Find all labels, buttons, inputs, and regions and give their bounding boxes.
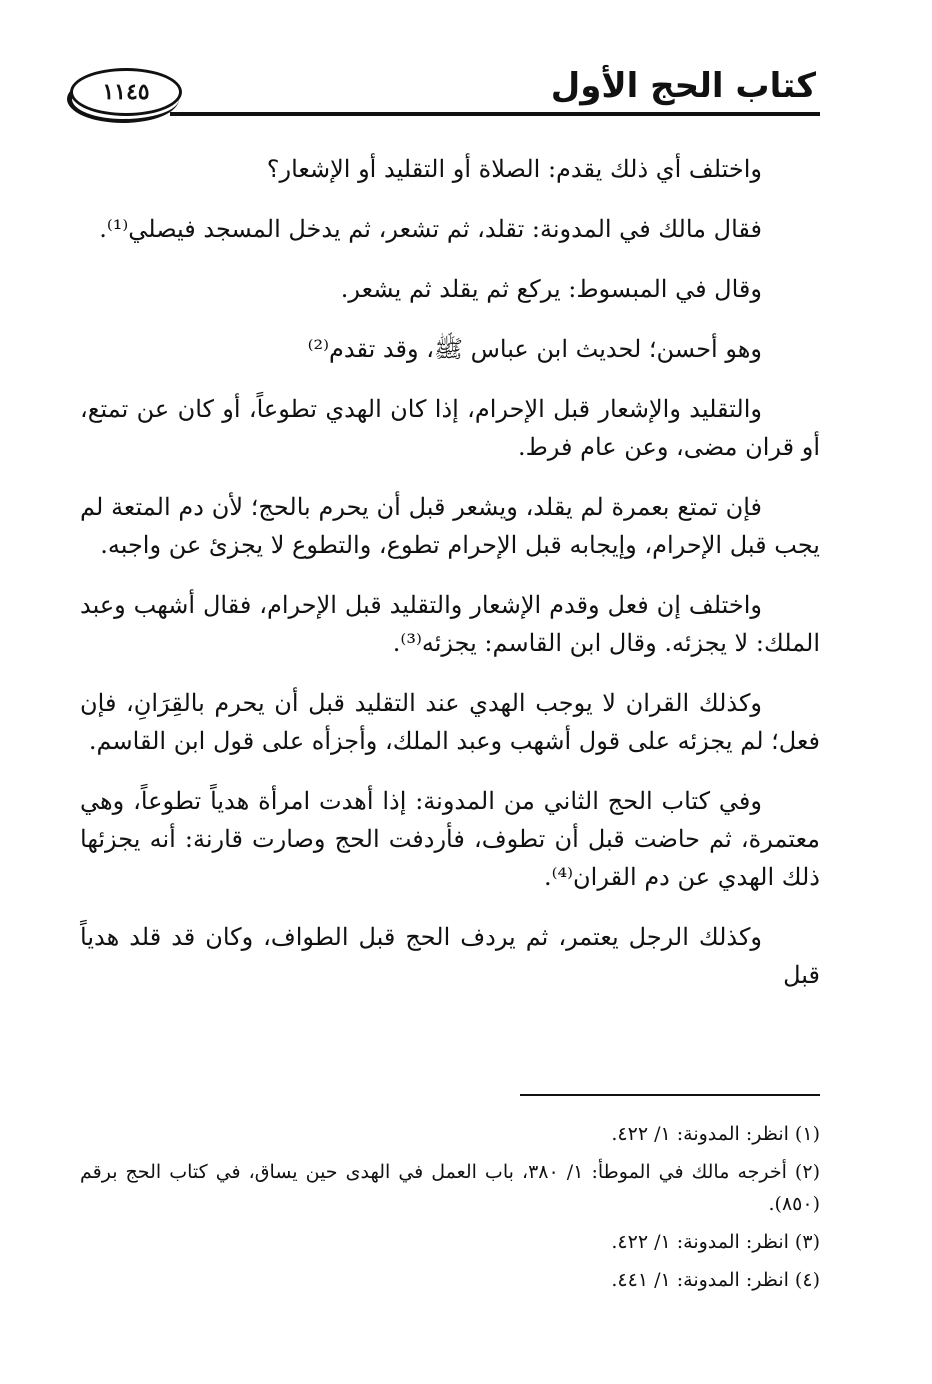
paragraph: وقال في المبسوط: يركع ثم يقلد ثم يشعر. bbox=[340, 275, 762, 303]
main-text bbox=[80, 150, 820, 1016]
paragraph: وهو أحسن؛ لحديث ابن عباس ﷺ، وقد تقدم⁽²⁾ bbox=[307, 335, 762, 363]
paragraph: وكذلك القران لا يوجب الهدي عند التقليد قبل أن يحرم بالقِرَانِ، فإن فعل؛ لم يجزئه على قول أشهب وعبد الملك، وأجزأه على قول ابن القاسم. bbox=[80, 689, 820, 755]
paragraph: واختلف إن فعل وقدم الإشعار والتقليد قبل الإحرام، فقال أشهب وعبد الملك: لا يجزئه. وقال ابن القاسم: يجزئه⁽³⁾. bbox=[80, 591, 820, 657]
header-rule bbox=[170, 112, 820, 116]
page-header bbox=[70, 60, 820, 122]
page-number: ١١٤٥ bbox=[102, 79, 150, 105]
paragraph: فإن تمتع بعمرة لم يقلد، ويشعر قبل أن يحرم بالحج؛ لأن دم المتعة لم يجب قبل الإحرام، وإيجابه قبل الإحرام تطوع، والتطوع لا يجزئ عن واجبه. bbox=[80, 493, 820, 559]
paragraph: وفي كتاب الحج الثاني من المدونة: إذا أهدت امرأة هدياً تطوعاً، وهي معتمرة، ثم حاضت قبل أن تطوف، فأردفت الحج وصارت قارنة: أنه يجزئها ذلك الهدي عن دم القران⁽⁴⁾. bbox=[80, 787, 820, 891]
footnote: (٢) أخرجه مالك في الموطأ: ١/ ٣٨٠، باب العمل في الهدى حين يساق، في كتاب الحج برقم (٨٥٠). bbox=[80, 1161, 820, 1215]
page-number-badge bbox=[70, 68, 182, 116]
footnote: (٣) انظر: المدونة: ١/ ٤٢٢. bbox=[611, 1231, 820, 1253]
paragraph: واختلف أي ذلك يقدم: الصلاة أو التقليد أو الإشعار؟ bbox=[266, 155, 762, 183]
running-title: كتاب الحج الأول bbox=[550, 66, 816, 106]
paragraph: فقال مالك في المدونة: تقلد، ثم تشعر، ثم يدخل المسجد فيصلي⁽¹⁾. bbox=[99, 215, 762, 243]
footnotes bbox=[80, 1118, 820, 1302]
footnote-separator bbox=[520, 1094, 820, 1096]
footnote: (٤) انظر: المدونة: ١/ ٤٤١. bbox=[611, 1269, 820, 1291]
footnote: (١) انظر: المدونة: ١/ ٤٢٢. bbox=[611, 1123, 820, 1145]
paragraph: وكذلك الرجل يعتمر، ثم يردف الحج قبل الطواف، وكان قد قلد هدياً قبل bbox=[80, 923, 820, 989]
paragraph: والتقليد والإشعار قبل الإحرام، إذا كان الهدي تطوعاً، أو كان عن تمتع، أو قران مضى، وعن عام فرط. bbox=[80, 395, 820, 461]
